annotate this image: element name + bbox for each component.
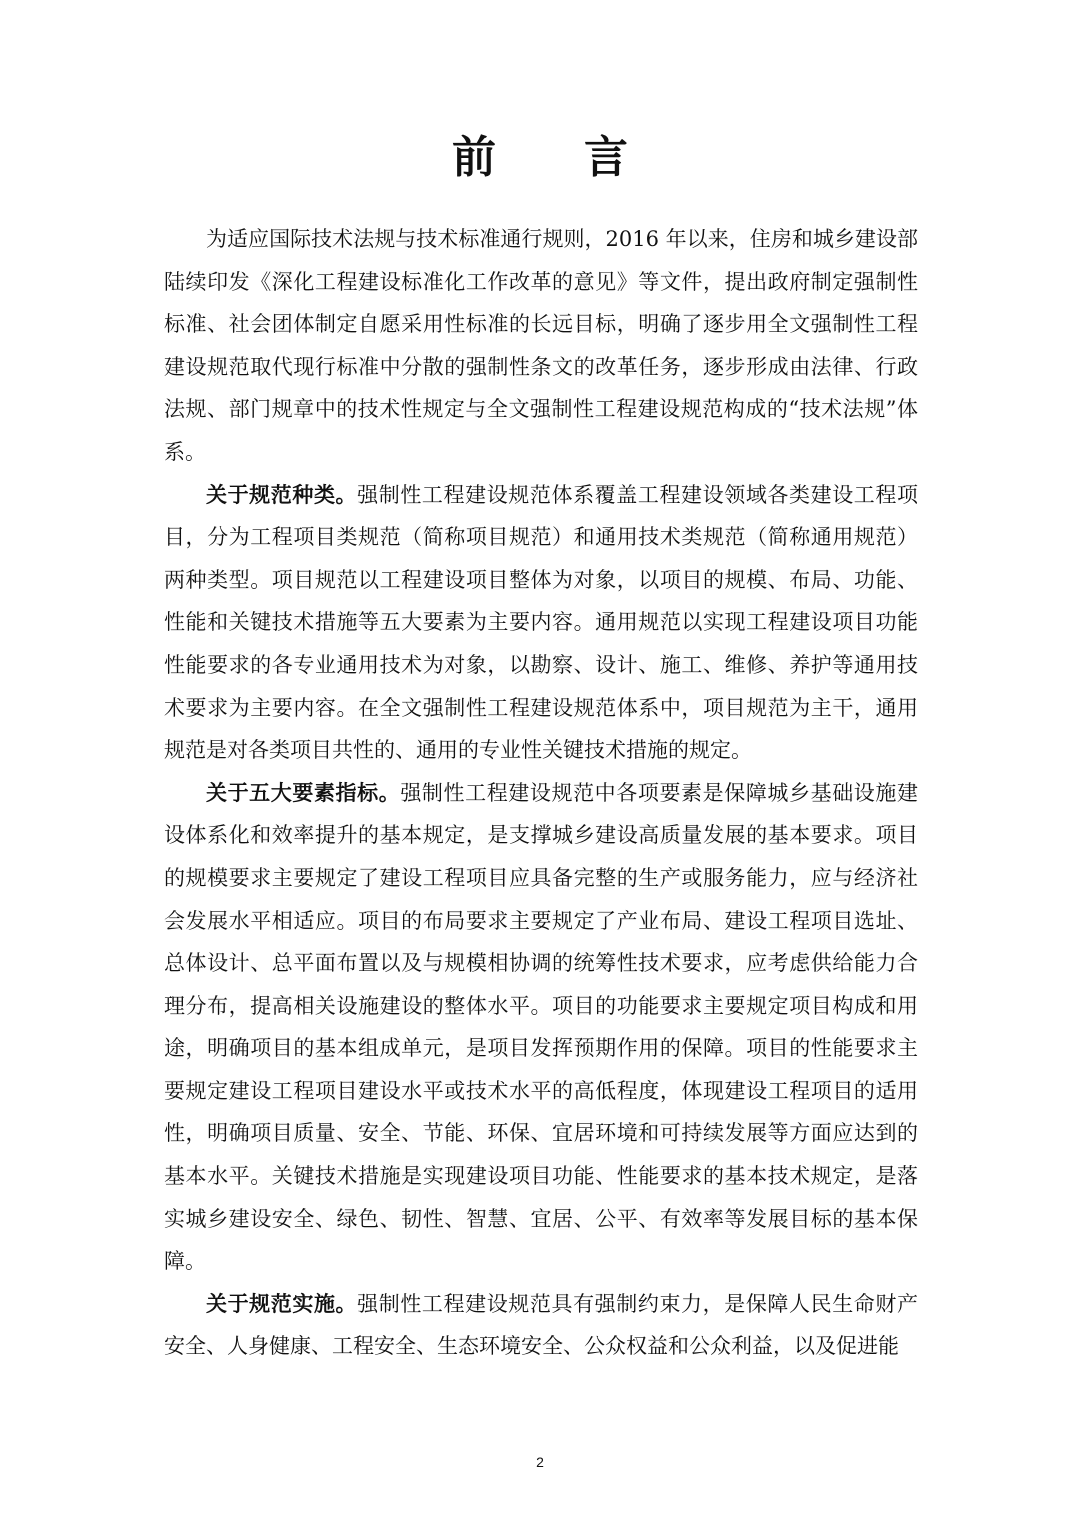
paragraph-lead: 关于规范实施。 xyxy=(206,1290,358,1316)
body-text xyxy=(164,218,918,1368)
paragraph-five-elements xyxy=(164,772,918,1283)
paragraph-lead: 关于五大要素指标。 xyxy=(206,779,401,805)
paragraph-text: 强制性工程建设规范体系覆盖工程建设领域各类建设工程项目，分为工程项目类规范（简称项目规范）和通用技术类规范（简称通用规范）两种类型。项目规范以工程建设项目整体为对象，以项目的规模、布局、功能、性能和关键技术措施等五大要素为主要内容。通用规范以实现工程建设项目功能性能要求的各专业通用技术为对象，以勘察、设计、施工、维修、养护等通用技术要求为主要内容。在全文强制性工程建设规范体系中，项目规范为主干，通用规范是对各类项目共性的、通用的专业性关键技术措施的规定。 xyxy=(164,482,918,763)
paragraph-implementation xyxy=(164,1283,918,1368)
page-number: 2 xyxy=(536,1454,544,1470)
paragraph-text: 为适应国际技术法规与技术标准通行规则，2016 年以来，住房和城乡建设部陆续印发《深化工程建设标准化工作改革的意见》等文件，提出政府制定强制性标准、社会团体制定自愿采用性标准的长远目标，明确了逐步用全文强制性工程建设规范取代现行标准中分散的强制性条文的改革任务，逐步形成由法律、行政法规、部门规章中的技术性规定与全文强制性工程建设规范构成的“技术法规”体系。 xyxy=(164,227,918,464)
paragraph-lead: 关于规范种类。 xyxy=(206,481,358,507)
paragraph-spec-types xyxy=(164,474,918,772)
paragraph-text: 强制性工程建设规范具有强制约束力，是保障人民生命财产安全、人身健康、工程安全、生态环境安全、公众权益和公众利益，以及促进能 xyxy=(164,1291,918,1359)
page-title: 前言 xyxy=(452,132,716,183)
paragraph-text: 强制性工程建设规范中各项要素是保障城乡基础设施建设体系化和效率提升的基本规定，是支撑城乡建设高质量发展的基本要求。项目的规模要求主要规定了建设工程项目应具备完整的生产或服务能力，应与经济社会发展水平相适应。项目的布局要求主要规定了产业布局、建设工程项目选址、总体设计、总平面布置以及与规模相协调的统筹性技术要求，应考虑供给能力合理分布，提高相关设施建设的整体水平。项目的功能要求主要规定项目构成和用途，明确项目的基本组成单元，是项目发挥预期作用的保障。项目的性能要求主要规定建设工程项目建设水平或技术水平的高低程度，体现建设工程项目的适用性，明确项目质量、安全、节能、环保、宜居环境和可持续发展等方面应达到的基本水平。关键技术措施是实现建设项目功能、性能要求的基本技术规定，是落实城乡建设安全、绿色、韧性、智慧、宜居、公平、有效率等发展目标的基本保障。 xyxy=(164,780,918,1274)
paragraph-intro xyxy=(164,218,918,474)
